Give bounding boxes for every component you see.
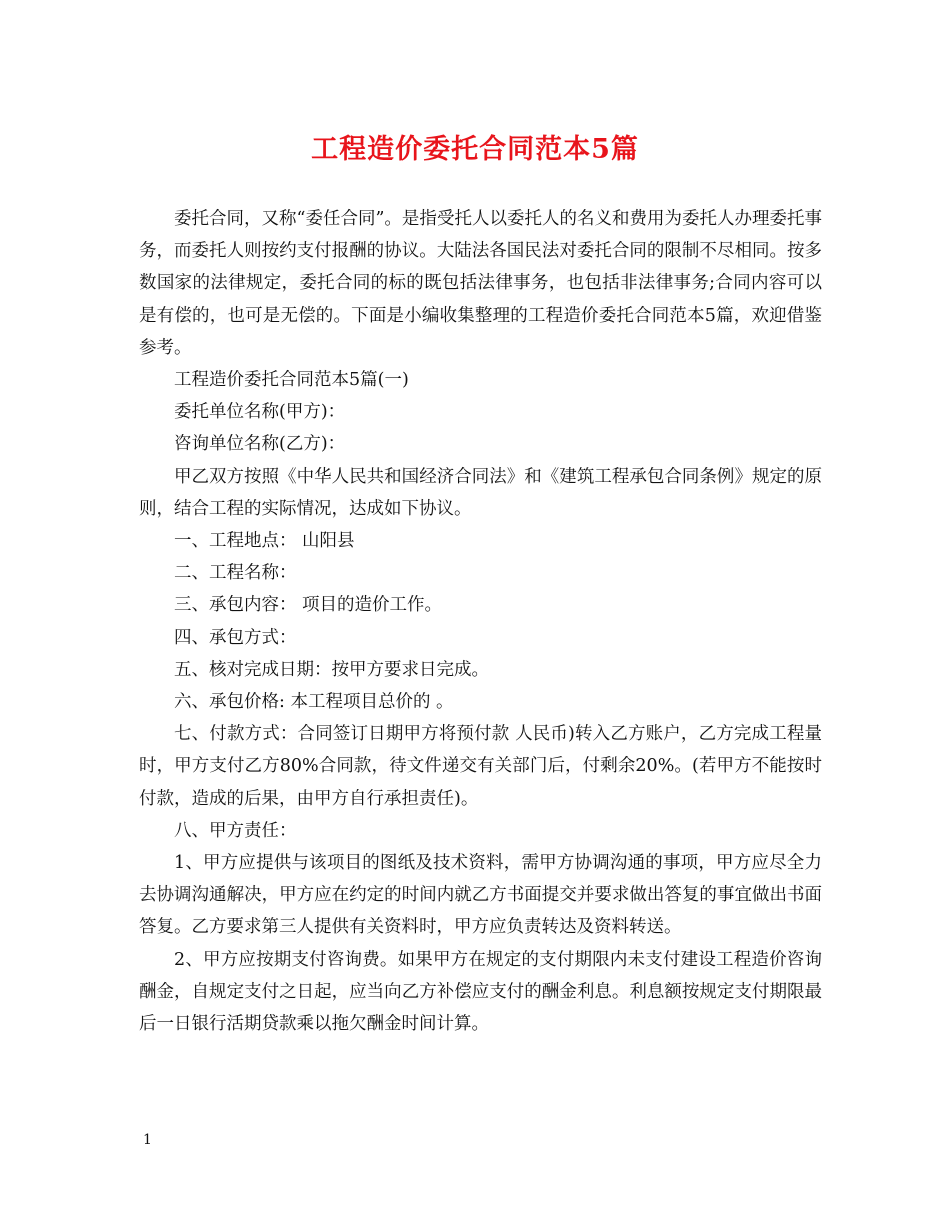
paragraph-party-a: 委托单位名称(甲方)：: [174, 402, 346, 423]
paragraph-clause-6: 六、承包价格: 本工程项目总价的 。: [174, 692, 454, 713]
document-title: 工程造价委托合同范本5篇: [311, 134, 639, 165]
paragraph-clause-7: 七、付款方式：合同签订日期甲方将预付款 人民币)转入乙方账户，乙方完成工程量时，甲方支付乙方80%合同款，待文件递交有关部门后，付剩余20%。(若甲方不能按时付款，造成的后果，由甲方自行承担责任)。: [139, 724, 822, 809]
paragraph-clause-3: 三、承包内容： 项目的造价工作。: [174, 595, 443, 616]
document-body: [139, 203, 822, 1040]
paragraph-intro: 委托合同，又称“委任合同”。是指受托人以委托人的名义和费用为委托人办理委托事务，而委托人则按约支付报酬的协议。大陆法各国民法对委托合同的限制不尽相同。按多数国家的法律规定，委托合同的标的既包括法律事务，也包括非法律事务;合同内容可以是有偿的，也可是无偿的。下面是小编收集整理的工程造价委托合同范本5篇，欢迎借鉴参考。: [139, 209, 822, 358]
paragraph-clause-8: 八、甲方责任：: [174, 820, 297, 841]
paragraph-item-2: 2、甲方应按期支付咨询费。如果甲方在规定的支付期限内未支付建设工程造价咨询酬金，自规定支付之日起，应当向乙方补偿应支付的酬金利息。利息额按规定支付期限最后一日银行活期贷款乘以拖欠酬金时间计算。: [139, 949, 822, 1035]
paragraph-clause-5: 五、核对完成日期：按甲方要求日完成。: [174, 659, 489, 680]
paragraph-clause-2: 二、工程名称：: [174, 563, 297, 584]
paragraph-section-heading: 工程造价委托合同范本5篇(一): [174, 370, 409, 391]
paragraph-clause-1: 一、工程地点： 山阳县: [174, 531, 355, 552]
paragraph-clause-4: 四、承包方式：: [174, 627, 297, 648]
page-number: 1: [143, 1132, 152, 1148]
paragraph-agreement: 甲乙双方按照《中华人民共和国经济合同法》和《建筑工程承包合同条例》规定的原则，结合工程的实际情况，达成如下协议。: [139, 466, 822, 519]
paragraph-item-1: 1、甲方应提供与该项目的图纸及技术资料，需甲方协调沟通的事项，甲方应尽全力去协调沟通解决，甲方应在约定的时间内就乙方书面提交并要求做出答复的事宜做出书面答复。乙方要求第三人提供有关资料时，甲方应负责转达及资料转送。: [139, 853, 822, 938]
paragraph-party-b: 咨询单位名称(乙方)：: [174, 434, 346, 455]
